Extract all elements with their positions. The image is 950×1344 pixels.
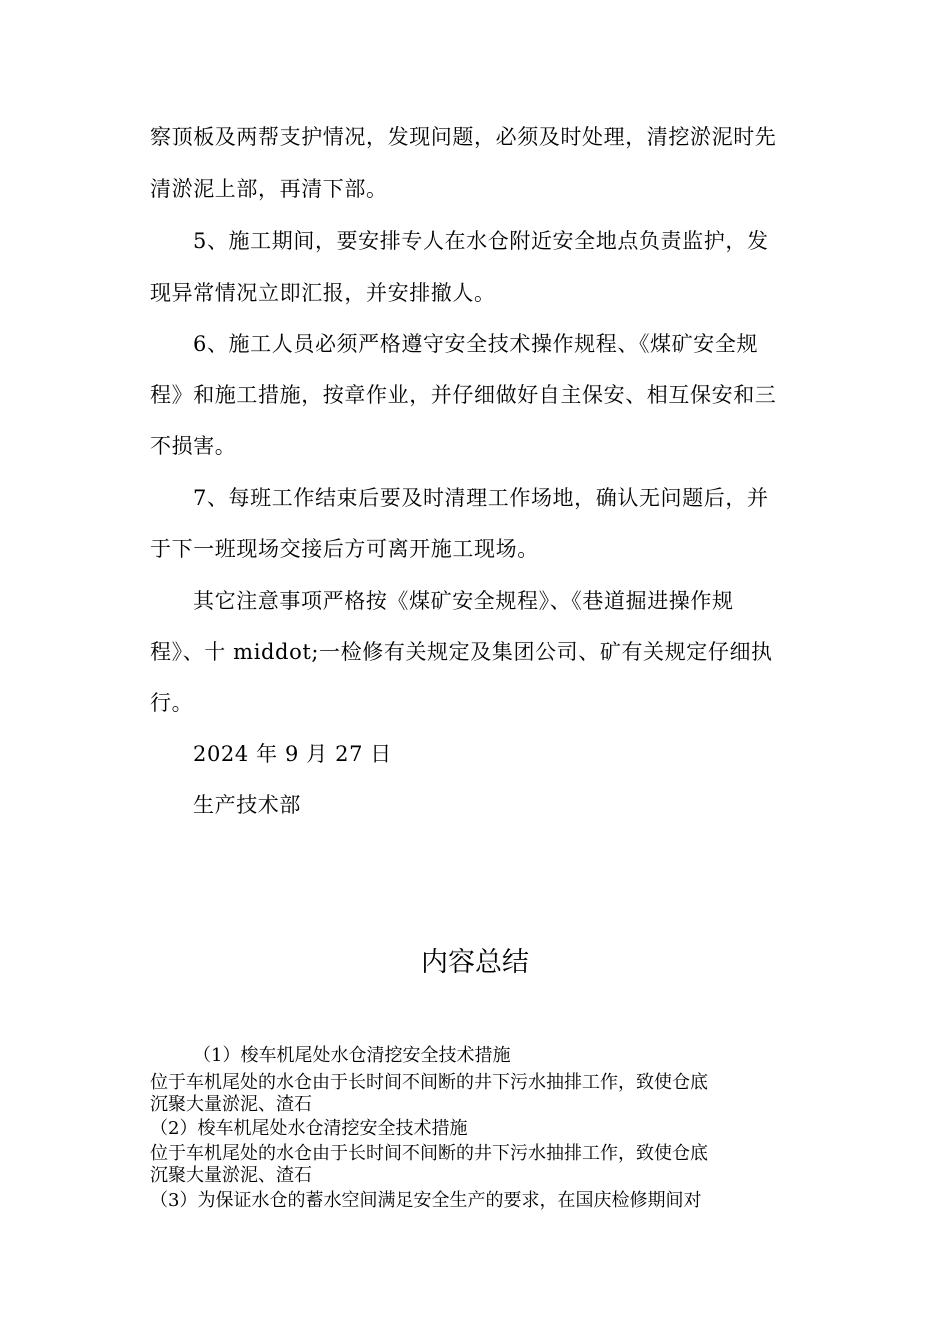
body-line-8: 7、每班工作结束后要及时清理工作场地，确认无问题后，并 <box>193 486 769 510</box>
body-line-1: 察顶板及两帮支护情况，发现问题，必须及时处理，清挖淤泥时先 <box>150 125 777 149</box>
summary-line-7: （3）为保证水仓的蓄水空间满足安全生产的要求，在国庆检修期间对 <box>150 1190 702 1211</box>
body-line-10: 其它注意事项严格按《煤矿安全规程》、《巷道掘进操作规 <box>193 589 734 613</box>
body-line-6: 程》和施工措施，按章作业，并仔细做好自主保安、相互保安和三 <box>150 383 777 407</box>
body-line-5: 6、施工人员必须严格遵守安全技术操作规程、《煤矿安全规 <box>193 332 759 356</box>
body-line-9: 于下一班现场交接后方可离开施工现场。 <box>150 537 539 561</box>
summary-line-4: （2）梭车机尾处水仓清挖安全技术措施 <box>150 1118 468 1139</box>
summary-line-6: 沉聚大量淤泥、渣石 <box>150 1165 312 1186</box>
body-line-3: 5、施工期间，要安排专人在水仓附近安全地点负责监护，发 <box>193 229 769 253</box>
body-line-2: 清淤泥上部，再清下部。 <box>150 177 388 201</box>
summary-line-5: 位于车机尾处的水仓由于长时间不间断的井下污水抽排工作，致使仓底 <box>150 1143 708 1164</box>
summary-title: 内容总结 <box>421 947 529 978</box>
document-date: 2024 年 9 月 27 日 <box>193 742 392 766</box>
body-line-12: 行。 <box>150 691 194 715</box>
summary-line-2: 位于车机尾处的水仓由于长时间不间断的井下污水抽排工作，致使仓底 <box>150 1072 708 1093</box>
body-line-7: 不损害。 <box>150 434 237 458</box>
body-line-4: 现异常情况立即汇报，并安排撤人。 <box>150 281 496 305</box>
document-department: 生产技术部 <box>193 793 301 817</box>
body-line-11: 程》、十 middot;一检修有关规定及集团公司、矿有关规定仔细执 <box>150 640 773 664</box>
summary-line-3: 沉聚大量淤泥、渣石 <box>150 1094 312 1115</box>
summary-line-1: （1）梭车机尾处水仓清挖安全技术措施 <box>193 1045 511 1066</box>
